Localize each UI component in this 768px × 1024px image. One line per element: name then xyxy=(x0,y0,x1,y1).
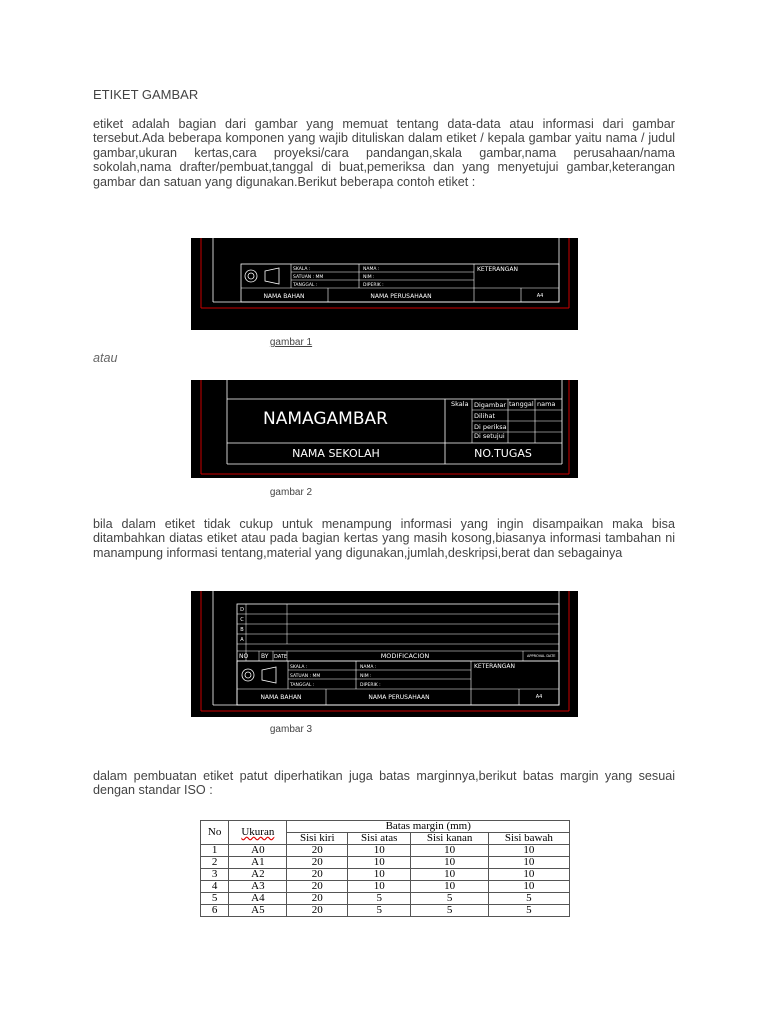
g3-skala: SKALA : xyxy=(290,665,308,670)
subheader-sisi-atas: Sisi atas xyxy=(348,833,411,845)
g3-row-a: A xyxy=(240,637,244,643)
gambar-2-image xyxy=(191,380,578,478)
table-cell: 20 xyxy=(287,905,348,917)
g1-nama-bahan: NAMA BAHAN xyxy=(263,293,305,300)
subheader-sisi-bawah: Sisi bawah xyxy=(488,833,569,845)
table-header-row xyxy=(201,821,570,833)
g3-nama-bahan: NAMA BAHAN xyxy=(260,694,302,701)
g3-satuan: SATUAN : MM xyxy=(290,674,321,679)
table-cell: 20 xyxy=(287,845,348,857)
gambar-2-caption: gambar 2 xyxy=(269,487,313,498)
gambar-3-image xyxy=(191,591,578,717)
extra-info-paragraph: bila dalam etiket tidak cukup untuk menampung informasi yang ingin disampaikan maka bisa ditambahkan diatas etiket atau pada bagian kertas yang masih kosong,biasanya informasi tambahan ni manampung informasi tentang,material yang digunakan,jumlah,deskripsi,berat dan sebagainya xyxy=(93,517,675,560)
g1-skala: SKALA : xyxy=(293,267,311,272)
g3-nim: NIM : xyxy=(360,674,372,679)
g3-row-d: D xyxy=(240,607,244,613)
g3-no: NO xyxy=(239,653,249,660)
table-cell: A4 xyxy=(229,893,287,905)
projection-circle-icon xyxy=(245,270,257,282)
table-cell: 10 xyxy=(488,857,569,869)
g2-diperiksa: Di periksa xyxy=(474,423,507,431)
table-cell: A2 xyxy=(229,869,287,881)
table-cell: 1 xyxy=(201,845,229,857)
projection-cone-icon xyxy=(262,667,276,683)
header-batas-margin: Batas margin (mm) xyxy=(287,821,570,833)
table-cell: 5 xyxy=(348,905,411,917)
g3-tanggal: TANGGAL : xyxy=(290,683,315,688)
subheader-sisi-kanan: Sisi kanan xyxy=(411,833,488,845)
g3-by: BY xyxy=(261,653,269,660)
table-cell: 10 xyxy=(348,845,411,857)
table-row xyxy=(201,893,570,905)
table-cell: 3 xyxy=(201,869,229,881)
table-cell: 20 xyxy=(287,857,348,869)
g1-nama: NAMA : xyxy=(363,267,380,272)
g3-approved: APPROVAL DATE xyxy=(527,654,556,658)
margin-paragraph: dalam pembuatan etiket patut diperhatikan juga batas marginnya,berikut batas margin yang sesuai dengan standar ISO : xyxy=(93,769,675,798)
g1-nim: NIM : xyxy=(363,275,375,280)
g1-satuan: SATUAN : MM xyxy=(293,275,324,280)
g2-disetujui: Di setujui xyxy=(474,432,505,440)
table-row xyxy=(201,905,570,917)
table-cell: 5 xyxy=(488,893,569,905)
g1-keterangan: KETERANGAN xyxy=(477,266,518,273)
table-cell: 10 xyxy=(348,881,411,893)
table-cell: A0 xyxy=(229,845,287,857)
gambar-3-caption: gambar 3 xyxy=(269,724,313,735)
table-cell: 10 xyxy=(411,869,488,881)
header-no: No xyxy=(201,821,229,845)
g2-nama-sekolah: NAMA SEKOLAH xyxy=(292,447,380,460)
table-row xyxy=(201,857,570,869)
g1-diperiksa: DIPERIK : xyxy=(363,283,384,288)
table-cell: 10 xyxy=(488,845,569,857)
table-cell: A3 xyxy=(229,881,287,893)
table-cell: 10 xyxy=(411,857,488,869)
table-cell: 10 xyxy=(488,881,569,893)
table-cell: 5 xyxy=(348,893,411,905)
table-cell: A1 xyxy=(229,857,287,869)
margin-table-body xyxy=(201,845,570,917)
g2-nama: nama xyxy=(537,400,556,408)
g1-nama-perusahaan: NAMA PERUSAHAAN xyxy=(370,293,432,300)
table-cell: 5 xyxy=(201,893,229,905)
margin-table xyxy=(200,820,570,917)
atau-text: atau xyxy=(93,351,118,365)
g1-a4: A4 xyxy=(536,293,544,299)
table-cell: 10 xyxy=(348,869,411,881)
g1-tanggal: TANGGAL : xyxy=(293,283,318,288)
g3-date: DATE xyxy=(274,654,288,660)
projection-cone-icon xyxy=(265,268,279,284)
g2-digambar: Digambar xyxy=(474,401,507,409)
table-cell: 6 xyxy=(201,905,229,917)
table-cell: 5 xyxy=(411,893,488,905)
table-cell: 5 xyxy=(411,905,488,917)
page-title: ETIKET GAMBAR xyxy=(93,87,199,102)
g2-no-tugas: NO.TUGAS xyxy=(474,447,532,460)
intro-paragraph: etiket adalah bagian dari gambar yang memuat tentang data-data atau informasi dari gambar tersebut.Ada beberapa komponen yang wajib dituliskan dalam etiket / kepala gambar yaitu nama / judul gambar,ukuran kertas,cara proyeksi/cara pandangan,skala gambar,nama perusahaan/nama sokolah,nama drafter/pembuat,tanggal di buat,pemeriksa dan yang menyetujui gambar,keterangan gambar dan satuan yang digunakan.Berikut beberapa contoh etiket : xyxy=(93,117,675,189)
subheader-sisi-kiri: Sisi kiri xyxy=(287,833,348,845)
g2-skala: Skala xyxy=(451,400,469,408)
g3-keterangan: KETERANGAN xyxy=(474,663,515,670)
table-cell: 2 xyxy=(201,857,229,869)
table-row xyxy=(201,869,570,881)
table-cell: 10 xyxy=(348,857,411,869)
table-cell: 10 xyxy=(488,869,569,881)
g3-nama-perusahaan: NAMA PERUSAHAAN xyxy=(368,694,430,701)
g3-a4: A4 xyxy=(535,694,543,700)
g3-diperiksa: DIPERIK : xyxy=(360,683,381,688)
table-cell: 20 xyxy=(287,881,348,893)
table-cell: 4 xyxy=(201,881,229,893)
gambar-1-caption: gambar 1 xyxy=(269,337,313,348)
table-cell: 20 xyxy=(287,893,348,905)
projection-circle-icon xyxy=(242,669,254,681)
table-row xyxy=(201,845,570,857)
table-cell: A5 xyxy=(229,905,287,917)
table-cell: 10 xyxy=(411,881,488,893)
g2-tanggal: tanggal xyxy=(509,400,534,408)
g3-nama: NAMA : xyxy=(360,665,377,670)
g3-modificacion: MODIFICACION xyxy=(380,652,430,660)
table-cell: 20 xyxy=(287,869,348,881)
table-cell: 10 xyxy=(411,845,488,857)
g3-row-c: C xyxy=(240,617,244,623)
table-cell: 5 xyxy=(488,905,569,917)
g2-namagambar: NAMAGAMBAR xyxy=(263,409,388,429)
header-ukuran: Ukuran xyxy=(229,821,287,845)
table-row xyxy=(201,881,570,893)
g3-row-b: B xyxy=(240,627,244,633)
gambar-1-image xyxy=(191,238,578,330)
g2-dilihat: Dilihat xyxy=(474,412,496,420)
